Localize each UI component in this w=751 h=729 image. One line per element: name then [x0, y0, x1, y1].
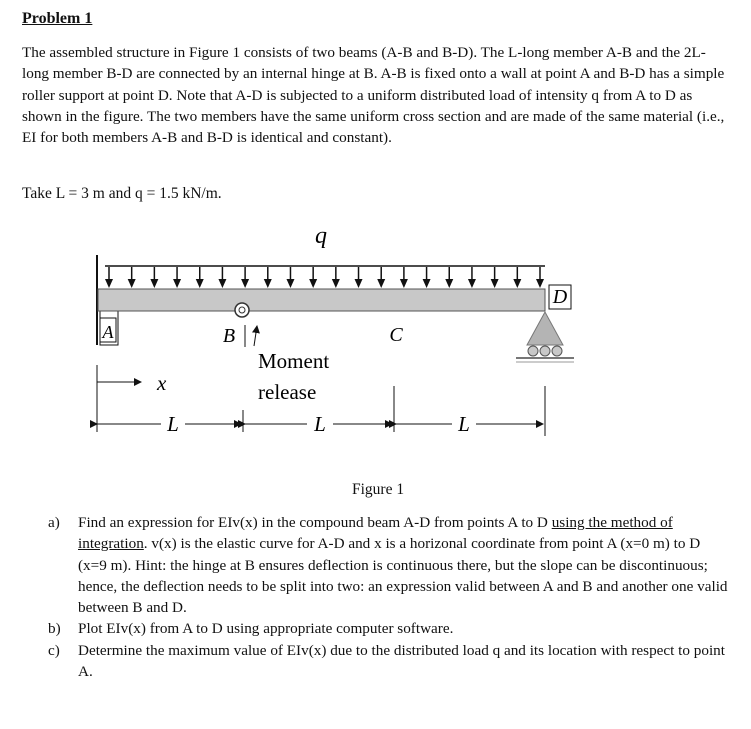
question-a-label: a) — [48, 514, 60, 531]
load-arrow-head — [400, 279, 408, 288]
question-c — [48, 640, 728, 683]
load-arrow-head — [264, 279, 272, 288]
question-list — [48, 512, 728, 682]
point-a-label: A — [102, 322, 114, 342]
load-arrow-head — [423, 279, 431, 288]
point-d-label: D — [552, 286, 568, 308]
question-b-label: b) — [48, 620, 61, 638]
load-arrow-head — [513, 279, 521, 288]
problem-heading: Problem 1 — [22, 10, 93, 27]
question-b-text: Plot EIv(x) from A to D using appropriate computer software. — [78, 620, 454, 638]
distributed-load — [105, 266, 545, 288]
question-a-text-start: Find an expression for EIv(x) in the compound beam A-D from points A to D — [78, 514, 552, 531]
dimension-label-1: L — [167, 412, 179, 436]
load-arrow-head — [468, 279, 476, 288]
point-b-label: B — [222, 325, 236, 347]
hinge-icon — [235, 303, 249, 317]
figure-caption: Figure 1 — [352, 481, 405, 498]
load-arrow-head — [241, 279, 249, 288]
question-b — [48, 618, 728, 639]
load-arrow-head — [491, 279, 499, 288]
load-arrow-head — [150, 279, 158, 288]
load-arrow-head — [128, 279, 136, 288]
question-a-text-end: . v(x) is the elastic curve for A-D and x is a horizonal coordinate from point A (x=0 m) to D (x=9 m). Hint: the hinge at B ensures deflection is continuous there, but the slope can be discontinuous; hence, the deflection needs to be split into two: an expression valid between A and B and another one valid between B and D. — [78, 535, 728, 617]
dimension-label-3: L — [458, 412, 470, 436]
given-values: Take L = 3 m and q = 1.5 kN/m. — [22, 185, 222, 202]
question-c-text: Determine the maximum value of EIv(x) due to the distributed load q and its location with respect to point A. — [78, 641, 725, 681]
moment-release-label-1: Moment — [258, 349, 330, 373]
load-arrow-head — [309, 279, 317, 288]
load-arrow-head — [196, 279, 204, 288]
load-arrow-head — [377, 279, 385, 288]
beam — [98, 289, 545, 311]
dimension-label-2: L — [314, 412, 326, 436]
load-arrow-head — [105, 279, 113, 288]
load-arrow-head — [536, 279, 544, 288]
question-a-underlined: using the method of integration — [78, 514, 673, 553]
roller-support — [516, 312, 574, 362]
point-c-label: C — [389, 324, 403, 346]
load-arrow-head — [332, 279, 340, 288]
load-arrow-head — [445, 279, 453, 288]
x-axis-indicator — [97, 365, 141, 432]
problem-description: The assembled structure in Figure 1 consists of two beams (A-B and B-D). The L-long member A-B and the 2L-long member B-D are connected by an internal hinge at B. A-B is fixed onto a wall at point A and B-D has a simple roller support at point D. Note that A-D is subjected to a uniform distributed load of intensity q from A to D as shown in the figure. The two members have the same uniform cross section and are made of the same material (i.e., EI for both members A-B and B-D is identical and constant). — [22, 44, 725, 147]
x-label: x — [157, 371, 167, 395]
load-arrow-head — [218, 279, 226, 288]
load-label: q — [315, 223, 327, 249]
load-arrow-head — [355, 279, 363, 288]
question-a — [48, 512, 728, 618]
load-arrow-head — [286, 279, 294, 288]
moment-release-label-2: release — [258, 380, 317, 404]
load-arrow-head — [173, 279, 181, 288]
question-c-label: c) — [48, 641, 60, 659]
